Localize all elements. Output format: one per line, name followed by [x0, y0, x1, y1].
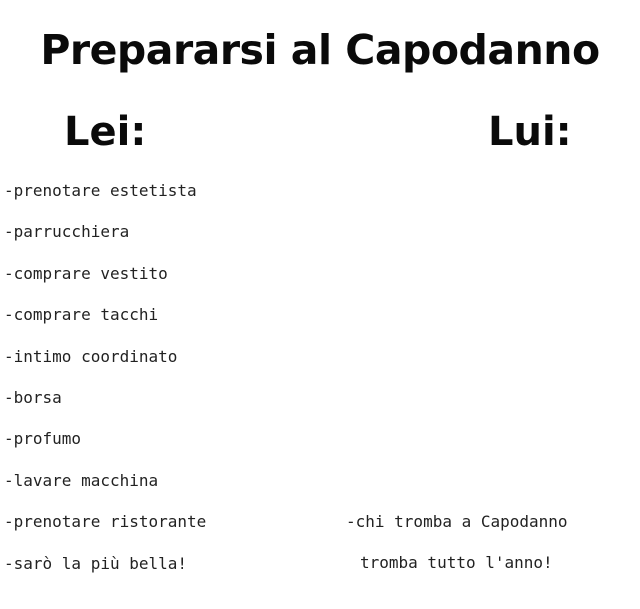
- list-item: -profumo: [4, 429, 82, 449]
- page-title: Prepararsi al Capodanno: [40, 26, 600, 74]
- lui-punchline-line-1: -chi tromba a Capodanno: [346, 512, 568, 531]
- list-item: -parrucchiera: [4, 222, 130, 242]
- lui-punchline-line-2: tromba tutto l'anno!: [360, 553, 553, 572]
- list-item: -intimo coordinato: [4, 346, 178, 366]
- list-item: -borsa: [4, 387, 62, 407]
- list-item: -comprare vestito: [4, 263, 168, 283]
- lei-list: [4, 183, 206, 597]
- list-item: -comprare tacchi: [4, 305, 159, 325]
- list-item: -prenotare estetista: [4, 181, 197, 200]
- list-item: -prenotare ristorante: [4, 512, 207, 532]
- lei-heading: Lei:: [64, 109, 147, 155]
- list-item: -lavare macchina: [4, 470, 159, 490]
- list-item: -sarò la più bella!: [4, 553, 188, 573]
- lui-heading: Lui:: [488, 109, 572, 155]
